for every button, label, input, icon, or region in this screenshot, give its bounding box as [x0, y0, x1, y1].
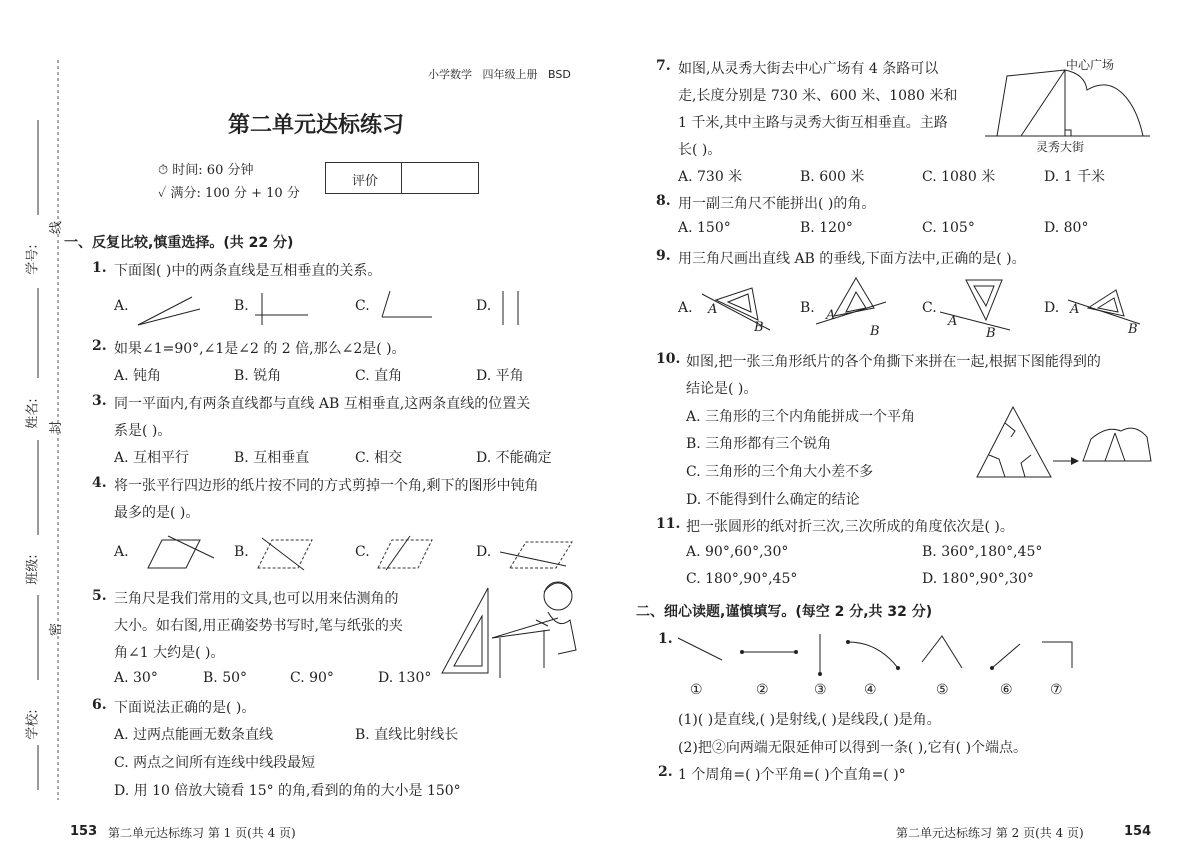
- q9-option-c: C.: [922, 300, 937, 316]
- q1-number: 1.: [92, 260, 107, 276]
- q1-option-d: D.: [476, 298, 492, 314]
- q7-stem-line4: 长( )。: [678, 142, 722, 158]
- q9-a-point-a: A: [708, 302, 718, 317]
- q5-number: 5.: [92, 588, 107, 604]
- q9-option-b: B.: [800, 300, 815, 316]
- q2-stem: 如果∠1=90°,∠1是∠2 的 2 倍,那么∠2是( )。: [114, 341, 406, 357]
- q5-option-c: C. 90°: [290, 670, 334, 686]
- q10-triangle-figure: [975, 405, 1155, 485]
- q4-option-a: A.: [114, 544, 129, 560]
- q7-stem-line1: 如图,从灵秀大街去中心广场有 4 条路可以: [678, 61, 939, 77]
- q9-option-a: A.: [678, 300, 693, 316]
- q10-number: 10.: [656, 351, 681, 367]
- q5-option-d: D. 130°: [378, 670, 432, 686]
- q7-stem-line3: 1 千米,其中主路与灵秀大街互相垂直。主路: [678, 115, 948, 131]
- q7-option-c: C. 1080 米: [922, 169, 996, 185]
- q11-number: 11.: [656, 516, 681, 532]
- check-icon: ✓: [158, 186, 167, 201]
- q6-option-d: D. 用 10 倍放大镜看 15° 的角,看到的角的大小是 150°: [114, 783, 461, 799]
- footer-left-text: 第二单元达标练习 第 1 页(共 4 页): [108, 826, 296, 840]
- q2-option-b: B. 锐角: [234, 368, 282, 384]
- q9-stem: 用三角尺画出直线 AB 的垂线,下面方法中,正确的是( )。: [678, 251, 1026, 267]
- footer-right-text: 第二单元达标练习 第 2 页(共 4 页): [896, 826, 1084, 840]
- q3-option-c: C. 相交: [355, 450, 403, 466]
- q9-c-point-b: B: [986, 326, 996, 341]
- q9-option-d: D.: [1044, 300, 1060, 316]
- q4-stem-line1: 将一张平行四边形的纸片按不同的方式剪掉一个角,剩下的图形中钝角: [114, 478, 539, 494]
- q4-number: 4.: [92, 475, 107, 491]
- q9-d-point-a: A: [1070, 302, 1080, 317]
- q11-option-a: A. 90°,60°,30°: [686, 544, 789, 560]
- q4-stem-line2: 最多的是( )。: [114, 505, 200, 521]
- q3-number: 3.: [92, 393, 107, 409]
- page-number-left: 153: [70, 824, 98, 839]
- q5-option-b: B. 50°: [203, 670, 248, 686]
- q8-option-c: C. 105°: [922, 220, 975, 236]
- fill1-label-5: ⑤: [936, 682, 949, 698]
- fill1-label-2: ②: [756, 682, 769, 698]
- q6-option-b: B. 直线比射线长: [355, 727, 459, 743]
- q9-c-point-a: A: [948, 314, 958, 329]
- q1-option-b: B.: [234, 298, 249, 314]
- fill2-number: 2.: [658, 764, 673, 780]
- q7-roads-figure: [985, 60, 1155, 140]
- q7-option-d: D. 1 千米: [1044, 169, 1105, 185]
- fill1-label-6: ⑥: [1000, 682, 1013, 698]
- q11-option-b: B. 360°,180°,45°: [922, 544, 1043, 560]
- q7-label-lingxiu-street: 灵秀大街: [1036, 140, 1085, 154]
- q5-girl-writing-figure: [440, 578, 600, 688]
- q6-option-a: A. 过两点能画无数条直线: [114, 727, 274, 743]
- q7-option-b: B. 600 米: [800, 169, 865, 185]
- q3-option-b: B. 互相垂直: [234, 450, 310, 466]
- q7-option-a: A. 730 米: [678, 169, 743, 185]
- q1-stem: 下面图( )中的两条直线是互相垂直的关系。: [114, 263, 382, 279]
- q10-option-a: A. 三角形的三个内角能拼成一个平角: [686, 409, 916, 425]
- q2-number: 2.: [92, 338, 107, 354]
- q10-stem-line1: 如图,把一张三角形纸片的各个角撕下来拼在一起,根据下图能得到的: [686, 354, 1101, 370]
- q1-option-c: C.: [355, 298, 370, 314]
- q7-label-center-square: 中心广场: [1066, 58, 1115, 72]
- q10-stem-line2: 结论是( )。: [686, 381, 758, 397]
- fill1-label-7: ⑦: [1050, 682, 1063, 698]
- school-label: 学校:: [25, 709, 41, 740]
- q7-stem-line2: 走,长度分别是 730 米、600 米、1080 米和: [678, 88, 958, 104]
- q2-option-a: A. 钝角: [114, 368, 162, 384]
- q10-option-b: B. 三角形都有三个锐角: [686, 436, 832, 452]
- q10-option-d: D. 不能得到什么确定的结论: [686, 492, 860, 508]
- class-label: 班级:: [25, 554, 41, 585]
- q6-stem: 下面说法正确的是( )。: [114, 700, 256, 716]
- full-score: ✓ 满分: 100 分 + 10 分: [158, 186, 300, 201]
- q4-figures: [0, 530, 600, 580]
- q4-option-c: C.: [355, 544, 370, 560]
- q3-option-d: D. 不能确定: [476, 450, 552, 466]
- page-number-right: 154: [1124, 824, 1152, 839]
- clock-icon: ⏱: [158, 163, 169, 178]
- q1-figures: [0, 285, 600, 335]
- fill1-part-1: (1)( )是直线,( )是射线,( )是线段,( )是角。: [678, 712, 941, 728]
- q1-option-a: A.: [114, 298, 129, 314]
- q4-option-d: D.: [476, 544, 492, 560]
- q9-d-point-b: B: [1128, 322, 1138, 337]
- q11-stem: 把一张圆形的纸对折三次,三次所成的角度依次是( )。: [686, 519, 1014, 535]
- q9-number: 9.: [656, 248, 671, 264]
- q2-option-c: C. 直角: [355, 368, 403, 384]
- q3-option-a: A. 互相平行: [114, 450, 190, 466]
- q5-option-a: A. 30°: [114, 670, 158, 686]
- evaluation-box: [325, 162, 479, 194]
- fill1-label-3: ③: [814, 682, 827, 698]
- fill1-label-1: ①: [690, 682, 703, 698]
- q9-b-point-a: A: [826, 308, 836, 323]
- q11-option-c: C. 180°,90°,45°: [686, 571, 798, 587]
- seal-mark: 封: [49, 420, 65, 435]
- q6-option-c: C. 两点之间所有连线中线段最短: [114, 755, 316, 771]
- evaluation-label: 评价: [352, 174, 379, 189]
- q6-number: 6.: [92, 697, 107, 713]
- q9-b-point-b: B: [870, 324, 880, 339]
- student-id-label: 学号:: [25, 244, 41, 275]
- q5-stem-line2: 大小。如右图,用正确姿势书写时,笔与纸张的夹: [114, 618, 403, 634]
- seal-mark-2: 密: [49, 622, 65, 637]
- fill1-label-4: ④: [864, 682, 877, 698]
- q5-stem-line1: 三角尺是我们常用的文具,也可以用来估测角的: [114, 591, 399, 607]
- q9-a-point-b: B: [754, 320, 764, 335]
- name-label: 姓名:: [25, 398, 41, 429]
- q5-stem-line3: 角∠1 大约是( )。: [114, 645, 225, 661]
- q4-option-b: B.: [234, 544, 249, 560]
- q8-option-a: A. 150°: [678, 220, 731, 236]
- q10-option-c: C. 三角形的三个角大小差不多: [686, 464, 874, 480]
- q3-stem-line2: 系是( )。: [114, 423, 172, 439]
- q8-number: 8.: [656, 193, 671, 209]
- fill1-number: 1.: [658, 631, 673, 647]
- page-title: 第二单元达标练习: [228, 113, 405, 138]
- header-subject: 小学数学 四年级上册 BSD: [428, 68, 571, 81]
- q7-number: 7.: [656, 58, 671, 74]
- section-1-heading: 一、反复比较,慎重选择。(共 22 分): [64, 235, 294, 251]
- fill1-figures: [670, 630, 1090, 680]
- q8-option-d: D. 80°: [1044, 220, 1089, 236]
- section-2-heading: 二、细心读题,谨慎填写。(每空 2 分,共 32 分): [636, 604, 933, 620]
- fill2-stem: 1 个周角=( )个平角=( )个直角=( )°: [678, 767, 906, 783]
- q3-stem-line1: 同一平面内,有两条直线都与直线 AB 互相垂直,这两条直线的位置关: [114, 396, 531, 412]
- cut-line-mark: 线: [49, 220, 65, 235]
- time-limit: ⏱ 时间: 60 分钟: [158, 163, 254, 178]
- fill1-part-2: (2)把②向两端无限延伸可以得到一条( ),它有( )个端点。: [678, 740, 1028, 756]
- q8-stem: 用一副三角尺不能拼出( )的角。: [678, 196, 876, 212]
- q2-option-d: D. 平角: [476, 368, 524, 384]
- q8-option-b: B. 120°: [800, 220, 853, 236]
- q11-option-d: D. 180°,90°,30°: [922, 571, 1034, 587]
